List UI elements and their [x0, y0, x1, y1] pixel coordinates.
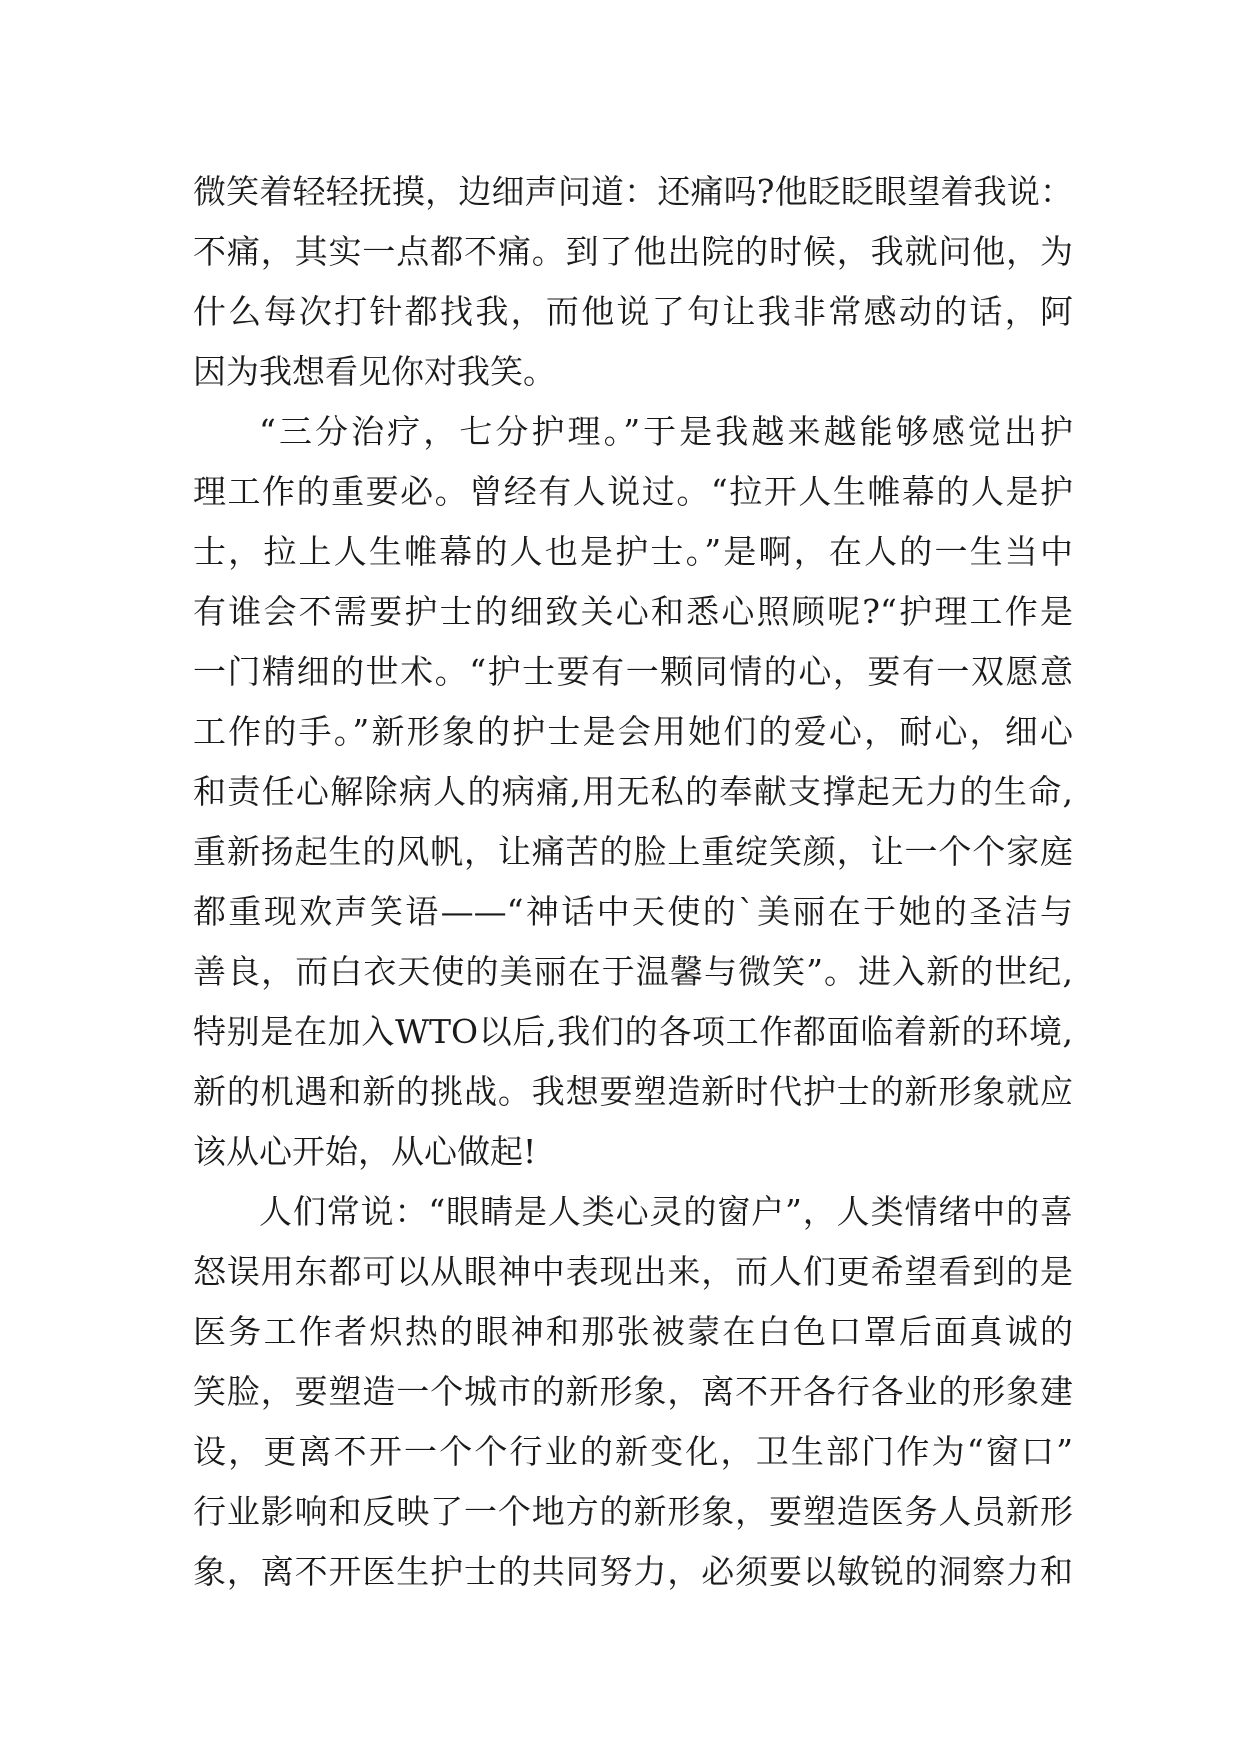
- text-line: 医务工作者炽热的眼神和那张被蒙在白色口罩后面真诚的: [193, 1312, 1073, 1351]
- paragraph-first-line: 人们常说：“眼睛是人类心灵的窗户”，人类情绪中的喜: [259, 1192, 1073, 1231]
- text-line: 特别是在加入WTO以后,我们的各项工作都面临着新的环境,: [193, 1012, 1073, 1051]
- document-body: [193, 162, 1073, 1602]
- text-line: 有谁会不需要护士的细致关心和悉心照顾呢?“护理工作是: [193, 592, 1073, 631]
- text-line: 笑脸，要塑造一个城市的新形象，离不开各行各业的形象建: [193, 1372, 1073, 1411]
- text-line: 理工作的重要必。曾经有人说过。“拉开人生帷幕的人是护: [193, 472, 1073, 511]
- text-line: 设，更离不开一个个行业的新变化，卫生部门作为“窗口”: [193, 1432, 1073, 1471]
- text-line: 重新扬起生的风帆，让痛苦的脸上重绽笑颜，让一个个家庭: [193, 832, 1073, 871]
- text-line: 什么每次打针都找我，而他说了句让我非常感动的话，阿: [193, 292, 1073, 331]
- text-line: 新的机遇和新的挑战。我想要塑造新时代护士的新形象就应: [193, 1072, 1073, 1111]
- text-line: 行业影响和反映了一个地方的新形象，要塑造医务人员新形: [193, 1492, 1073, 1531]
- text-line: 一门精细的世术。“护士要有一颗同情的心，要有一双愿意: [193, 652, 1073, 691]
- text-line: 善良，而白衣天使的美丽在于温馨与微笑”。进入新的世纪,: [193, 952, 1073, 991]
- text-line: 怒误用东都可以从眼神中表现出来，而人们更希望看到的是: [193, 1252, 1073, 1291]
- text-line: 微笑着轻轻抚摸，边细声问道：还痛吗?他眨眨眼望着我说：: [193, 172, 1073, 211]
- text-line: 不痛，其实一点都不痛。到了他出院的时候，我就问他，为: [193, 232, 1073, 271]
- text-line: 都重现欢声笑语——“神话中天使的`美丽在于她的圣洁与: [193, 892, 1073, 931]
- text-line: 工作的手。”新形象的护士是会用她们的爱心，耐心，细心: [193, 712, 1073, 751]
- paragraph-first-line: “三分治疗，七分护理。”于是我越来越能够感觉出护: [259, 412, 1073, 451]
- text-line: 象，离不开医生护士的共同努力，必须要以敏锐的洞察力和: [193, 1552, 1073, 1591]
- text-line: 和责任心解除病人的病痛,用无私的奉献支撑起无力的生命,: [193, 772, 1073, 811]
- text-line: 该从心开始，从心做起!: [193, 1132, 537, 1171]
- text-line: 因为我想看见你对我笑。: [193, 352, 556, 391]
- text-line: 士，拉上人生帷幕的人也是护士。”是啊，在人的一生当中: [193, 532, 1073, 571]
